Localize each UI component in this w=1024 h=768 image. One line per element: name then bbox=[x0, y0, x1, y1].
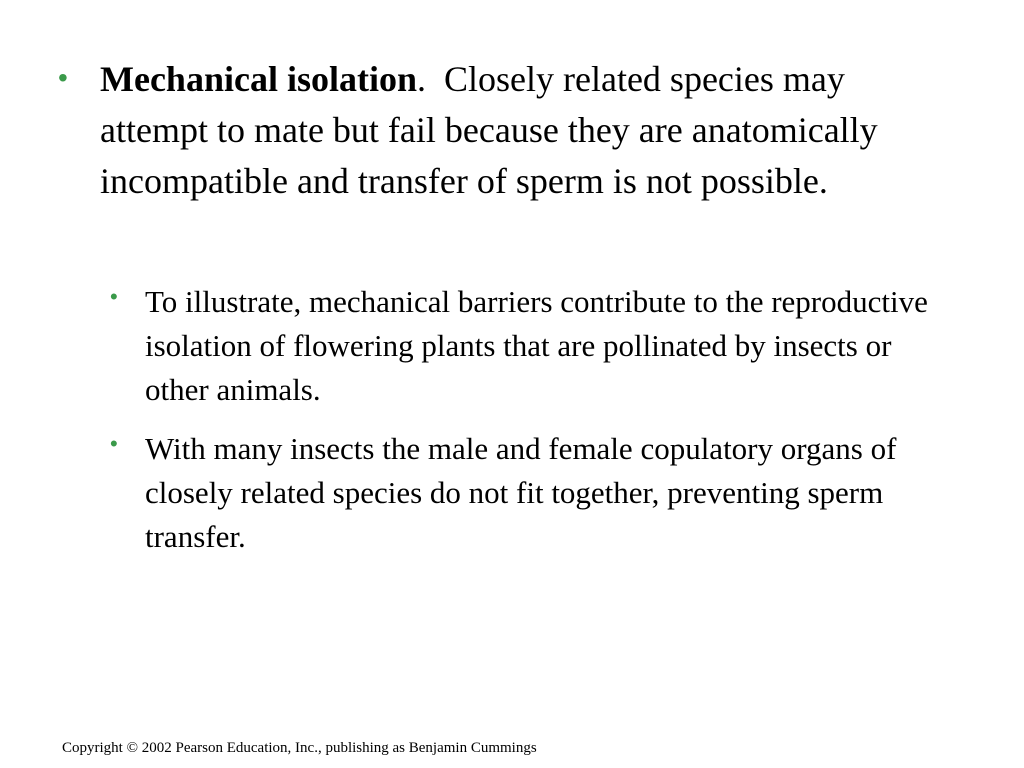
main-bullet-point bbox=[58, 54, 958, 207]
bullet-icon: • bbox=[110, 284, 118, 309]
sub-bullet-item bbox=[110, 280, 940, 412]
key-term-period: . bbox=[417, 59, 426, 99]
bullet-icon: • bbox=[110, 431, 118, 456]
sub-bullet-text: To illustrate, mechanical barriers contribute to the reproductive isolation of flowering plants that are pollinated by insects or other animals. bbox=[145, 284, 928, 407]
copyright-footer: Copyright © 2002 Pearson Education, Inc., publishing as Benjamin Cummings bbox=[62, 740, 537, 756]
sub-bullet-item bbox=[110, 427, 940, 559]
main-description: Closely related species may attempt to mate but fail because they are anatomically incompatible and transfer of sperm is not possible. bbox=[100, 59, 887, 201]
sub-bullet-text: With many insects the male and female copulatory organs of closely related species do not fit together, preventing sperm transfer. bbox=[145, 431, 897, 554]
sub-bullet-list bbox=[110, 280, 940, 574]
bullet-icon: • bbox=[58, 62, 68, 93]
key-term: Mechanical isolation bbox=[100, 59, 417, 99]
main-bullet-text bbox=[100, 54, 950, 207]
